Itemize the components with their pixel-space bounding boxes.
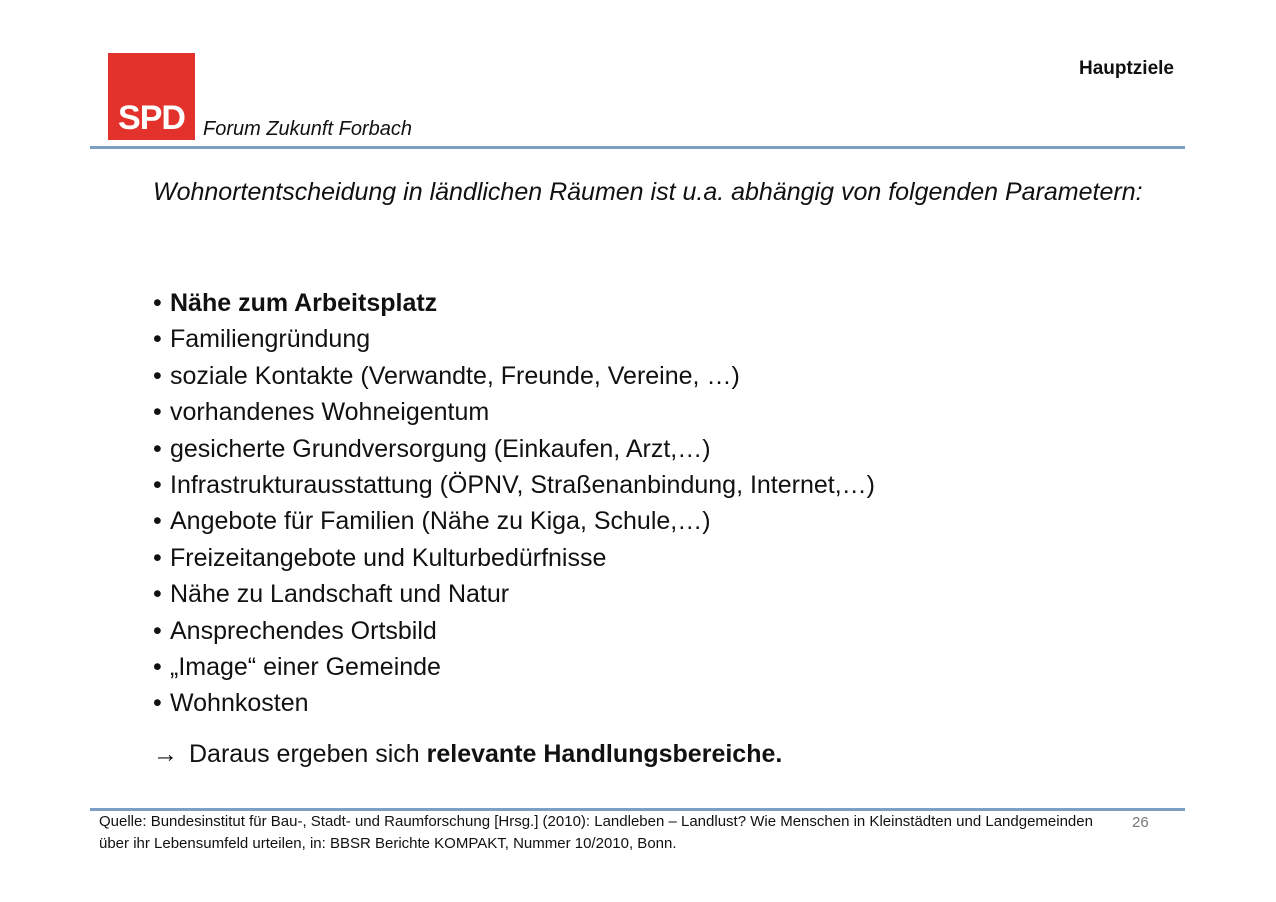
list-item — [153, 503, 875, 539]
bullet: • — [153, 653, 162, 682]
intro-text: Wohnortentscheidung in ländlichen Räumen ist u.a. abhängig von folgenden Parametern: — [153, 178, 1143, 206]
list-item — [153, 540, 875, 576]
conclusion — [153, 740, 782, 769]
bullet: • — [153, 471, 162, 500]
logo-text: SPD — [118, 99, 185, 137]
list-item-text: Wohnkosten — [170, 689, 309, 718]
bullet: • — [153, 325, 162, 354]
list-item — [153, 649, 875, 685]
parameter-list — [153, 285, 875, 722]
bullet: • — [153, 361, 162, 390]
list-item — [153, 685, 875, 721]
list-item-text: soziale Kontakte (Verwandte, Freunde, Vereine, …) — [170, 361, 740, 390]
list-item-text: „Image“ einer Gemeinde — [170, 653, 441, 682]
conclusion-prefix: Daraus ergeben sich — [189, 740, 427, 768]
bullet: • — [153, 580, 162, 609]
bullet: • — [153, 543, 162, 572]
list-item — [153, 358, 875, 394]
page-number: 26 — [1132, 814, 1149, 831]
list-item-text: gesicherte Grundversorgung (Einkaufen, Arzt,…) — [170, 434, 711, 463]
list-item-text: Freizeitangebote und Kulturbedürfnisse — [170, 543, 607, 572]
list-item — [153, 467, 875, 503]
list-item-text: Nähe zu Landschaft und Natur — [170, 580, 510, 609]
bullet: • — [153, 689, 162, 718]
list-item-text: Infrastrukturausstattung (ÖPNV, Straßenanbindung, Internet,…) — [170, 471, 876, 500]
list-item-text: Familiengründung — [170, 325, 371, 354]
list-item-text: Angebote für Familien (Nähe zu Kiga, Schule,…) — [170, 507, 711, 536]
list-item — [153, 321, 875, 357]
list-item-text: vorhandenes Wohneigentum — [170, 398, 490, 427]
spd-logo — [108, 53, 195, 140]
source-citation: Quelle: Bundesinstitut für Bau-, Stadt- und Raumforschung [Hrsg.] (2010): Landleben – Landlust? Wie Menschen in Kleinstädten und Landgemeinden über ihr Lebensumfeld urteilen, in: BBSR Berichte KOMPAKT, Nummer 10/2010, Bonn. — [99, 813, 1093, 852]
bullet: • — [153, 616, 162, 645]
list-item — [153, 285, 875, 321]
bullet: • — [153, 289, 162, 317]
bullet: • — [153, 434, 162, 463]
header-divider — [90, 146, 1185, 149]
arrow-right-icon: → — [153, 740, 178, 768]
list-item-text: Ansprechendes Ortsbild — [170, 616, 437, 645]
list-item — [153, 613, 875, 649]
bullet: • — [153, 507, 162, 536]
conclusion-emphasis: relevante Handlungsbereiche. — [426, 740, 783, 768]
list-item-text: Nähe zum Arbeitsplatz — [170, 289, 438, 317]
section-title: Hauptziele — [1078, 58, 1174, 79]
list-item — [153, 394, 875, 430]
list-item — [153, 431, 875, 467]
list-item — [153, 576, 875, 612]
forum-subtitle: Forum Zukunft Forbach — [203, 118, 412, 140]
bullet: • — [153, 398, 162, 427]
